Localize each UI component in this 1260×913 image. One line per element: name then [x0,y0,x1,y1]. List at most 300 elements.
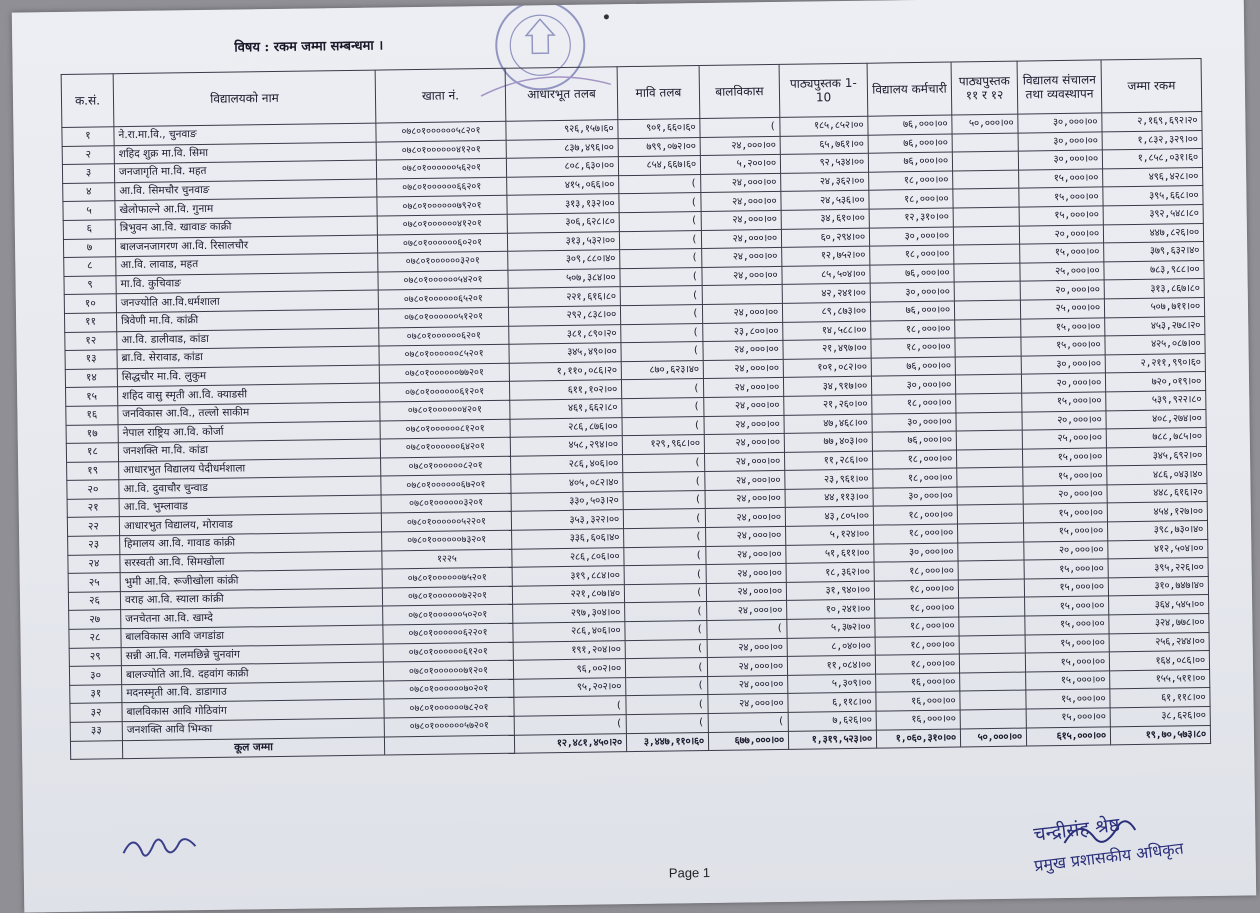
row-school-name: बालविकास आवि गोठिवांग [122,699,384,721]
header-account: खाता नं. [375,68,506,123]
row-school-name: त्रिवेणी मा.वि. कांक्री [116,309,378,331]
row-textbook: ३१,९४०।०० [786,581,874,601]
row-school-name: जनशक्ति आवि भिम्का [122,718,384,740]
row-secondary-salary: ( [626,713,708,733]
row-school-name: मा.वि. कुचिवाङ [116,272,378,294]
row-textbook-11-12 [959,597,1025,617]
school-fund-table [61,58,1211,760]
row-secondary-salary: ( [619,174,701,194]
row-management: १५,०००।०० [1021,317,1105,337]
row-child-dev: २४,०००।०० [706,564,786,584]
row-basic-salary: ४५८,२९४।०० [510,436,622,456]
row-management: २०,०००।०० [1021,373,1105,393]
row-account-no: ०७८०१००००००६१२०१ [383,642,513,662]
row-staff: १८,०००।०० [875,636,959,656]
row-basic-salary: १९१,२०४।०० [513,640,625,660]
row-textbook: ८९,८७३।०० [782,302,870,322]
row-management: १५,०००।०० [1025,615,1109,635]
row-school-name: खेलोफाल्ने आ.वि. गुनाम [115,197,377,219]
row-account-no: ०७८०१००००००६२०१ [379,326,509,346]
row-total-amount: ३८,६२६।०० [1110,706,1210,726]
row-sn: ६ [63,220,115,239]
row-basic-salary: ३१३,५३२।०० [507,231,619,251]
row-total-amount: ३१३,८६७।८० [1104,279,1204,299]
row-staff: १८,०००।०० [870,245,954,265]
row-account-no: ०७८०१००००००५२२०१ [381,512,511,532]
row-secondary-salary: ( [621,323,703,343]
row-secondary-salary: ( [622,416,704,436]
row-school-name: वराह आ.वि. स्याला कांक्री [120,588,382,610]
row-staff: १८,०००।०० [875,654,959,674]
row-sn: ११ [64,313,116,332]
row-textbook-11-12 [958,542,1024,562]
row-school-name: सन्नी आ.वि. गलमछिन्ने चुनवांग [121,644,383,666]
row-management: १५,०००।०० [1022,448,1106,468]
row-textbook-11-12 [960,672,1026,692]
row-textbook: २४,३६२।०० [781,172,869,192]
row-account-no: ०७८०१००००००७८२०१ [384,698,514,718]
row-management: २०,०००।०० [1023,485,1107,505]
row-textbook: ५,१२४।०० [786,525,874,545]
row-total-amount: २५६,२४४।०० [1109,632,1209,652]
row-staff: ७६,०००।०० [868,115,952,135]
row-school-name: आ.वि. दुवाचौर चुन्वाड [119,476,381,498]
row-management: १५,०००।०० [1025,652,1109,672]
row-staff: ३०,०००।०० [871,375,955,395]
row-textbook-11-12 [960,709,1026,729]
row-total-amount: ४९६,४२८।०० [1103,167,1203,187]
row-secondary-salary: ( [623,472,705,492]
row-staff: १८,०००।०० [871,320,955,340]
row-staff: १८,०००।०० [874,561,958,581]
row-sn: ८ [64,257,116,276]
row-total-amount: ४४८,६१६।२० [1107,483,1207,503]
row-textbook: ३४,९१७।०० [783,376,871,396]
row-account-no: ०७८०१००००००८२०१ [381,456,511,476]
row-textbook-11-12 [956,430,1022,450]
row-basic-salary: ५०७,३८४।०० [508,268,620,288]
row-account-no: ०७८०१००००००५८२०१ [376,121,506,141]
row-account-no: ०७८०१००००००६०२०१ [377,233,507,253]
row-school-name: नेपाल राष्ट्रिय आ.वि. कोर्जा [118,421,380,443]
row-textbook-11-12 [959,635,1025,655]
row-child-dev [702,285,782,305]
row-textbook: १८५,८५२।०० [780,116,868,136]
row-school-name: शहिद वासु स्मृती आ.वि. क्याडसी [118,383,380,405]
row-staff: १६,०००।०० [876,673,960,693]
row-sn: २५ [68,573,120,592]
row-account-no: ०७८०१००००००४१२०१ [376,140,506,160]
row-total-amount: ७८३,९८८।०० [1104,260,1204,280]
row-child-dev: ( [708,712,788,732]
row-account-no: ०७८०१००००००५१२०१ [378,307,508,327]
row-child-dev: २३,८००।०० [703,322,783,342]
row-textbook: ४७,४६८।०० [784,414,872,434]
row-staff: १८,०००।०० [869,189,953,209]
row-child-dev: २४,०००।०० [701,192,781,212]
row-staff: १८,०००।०० [872,450,956,470]
row-sn: २८ [69,629,121,648]
header-basic-salary: आधारभूत तलब [505,67,618,122]
row-staff: ३०,०००।०० [874,543,958,563]
row-textbook: २१,४९७।०० [783,339,871,359]
row-textbook-11-12 [954,300,1020,320]
row-secondary-salary: ( [620,304,702,324]
row-textbook: ११,०८४।०० [787,655,875,675]
row-staff: १८,०००।०० [875,598,959,618]
row-basic-salary: २८६,८०६।०० [512,547,624,567]
row-basic-salary: २२१,८०७।४० [512,584,624,604]
row-account-no: ०७८०१००००००६४२०१ [380,437,510,457]
row-secondary-salary: ( [619,212,701,232]
row-total-amount: २,१६९,६९२।२० [1102,112,1202,132]
row-management: १५,०००।०० [1025,634,1109,654]
row-account-no: ०७८०१००००००४१२०१ [377,214,507,234]
total-basic-salary: १२,४८१,४५०।२० [514,733,626,753]
row-textbook: ८५,५०४।०० [782,265,870,285]
row-sn: २३ [68,536,120,555]
signatory-title: प्रमुख प्रशासकीय अधिकृत [1033,838,1185,876]
row-basic-salary: ४१५,०६६।०० [507,175,619,195]
header-staff: विद्यालय कर्मचारी [867,62,952,116]
row-textbook-11-12 [956,449,1022,469]
row-child-dev: २४,०००।०० [707,601,787,621]
row-child-dev: २४,०००।०० [701,210,781,230]
row-management: २५,०००।०० [1020,299,1104,319]
row-school-name: आ.वि. लावाड, महत [116,253,378,275]
row-child-dev: २४,०००।०० [706,545,786,565]
total-sn [70,740,122,759]
row-school-name: ब्रा.वि. सेरावाड, कांडा [117,346,379,368]
row-total-amount: ७८८,७८५।०० [1106,428,1206,448]
row-secondary-salary: ( [622,397,704,417]
row-sn: १४ [65,368,117,387]
row-total-amount: १,८३२,३२९।०० [1102,130,1202,150]
row-school-name: जनजागृति मा.वि. महत [114,160,376,182]
row-basic-salary: ३८१,८९०।२० [509,324,621,344]
row-textbook-11-12 [957,467,1023,487]
row-child-dev: २४,०००।०० [704,396,784,416]
header-management: विद्यालय संचालन तथा व्यवस्थापन [1017,60,1102,114]
row-textbook: ८,०४०।०० [787,637,875,657]
row-management: २०,०००।०० [1020,280,1104,300]
row-secondary-salary: ( [625,602,707,622]
total-management: ६१५,०००।०० [1026,726,1110,746]
row-total-amount: १,८५८,०३१।६० [1102,149,1202,169]
row-management: १५,०००।०० [1019,187,1103,207]
row-basic-salary: ( [514,696,626,716]
row-basic-salary: ३१३,१३२।०० [507,194,619,214]
table-body [62,112,1210,741]
row-staff: १८,०००।०० [871,338,955,358]
row-account-no: ०७८०१००००००५४२०१ [378,270,508,290]
row-management: ३०,०००।०० [1018,150,1102,170]
row-management: ३०,०००।०० [1018,113,1102,133]
row-child-dev: २४,०००।०० [706,526,786,546]
row-staff: ३०,०००।०० [873,487,957,507]
row-account-no: ०७८०१००००००६५२०१ [378,289,508,309]
row-textbook-11-12 [954,281,1020,301]
row-textbook-11-12 [955,374,1021,394]
row-textbook-11-12 [954,244,1020,264]
row-textbook-11-12 [955,356,1021,376]
row-school-name: मदनस्मृती आ.वि. डाडागाउ [122,681,384,703]
header-sn: क.सं. [61,74,114,128]
row-textbook: ३४,६१०।०० [781,209,869,229]
row-child-dev: २४,०००।०० [707,638,787,658]
row-total-amount: ३९५,६६८।०० [1103,186,1203,206]
row-secondary-salary: ( [620,286,702,306]
row-basic-salary: ३४५,४९०।०० [509,343,621,363]
row-school-name: हिमालय आ.वि. गावाड कांक्री [120,532,382,554]
row-school-name: आधारभुत विद्यालय पेदीधर्मशाला [119,458,381,480]
row-sn: २६ [68,592,120,611]
row-sn: २२ [67,517,119,536]
header-textbook: पाठ्यपुस्तक 1-10 [779,63,868,117]
row-basic-salary: ८३७,४९६।०० [506,138,618,158]
row-textbook-11-12 [955,337,1021,357]
total-account [384,735,514,755]
row-textbook: ६५,७६१।०० [780,135,868,155]
row-secondary-salary: ७९९,०७२।०० [618,137,700,157]
row-staff: १६,०००।०० [876,691,960,711]
row-staff: १८,०००।०० [875,617,959,637]
row-sn: ३१ [70,684,122,703]
row-textbook: १२,७५२।०० [782,246,870,266]
row-textbook: ५,३७२।०० [787,618,875,638]
row-staff: १८,०००।०० [874,524,958,544]
letter-subject: विषय : रकम जम्मा सम्बन्धमा । [234,38,384,56]
row-sn: १९ [67,461,119,480]
row-total-amount: ५३९,९२२।८० [1106,390,1206,410]
row-account-no: ०७८०१००००००८१२०१ [380,419,510,439]
row-sn: २१ [67,499,119,518]
row-total-amount: ४५३,२७८।२० [1105,316,1205,336]
total-amount: १९,७०,५७३।८० [1110,725,1210,745]
header-school: विद्यालयको नाम [113,70,376,127]
row-secondary-salary: ( [626,695,708,715]
row-account-no: ०७८०१००००००८५२०१ [379,344,509,364]
row-child-dev: २४,०००।०० [708,694,788,714]
row-textbook-11-12 [957,486,1023,506]
row-secondary-salary: ( [620,267,702,287]
row-secondary-salary: ( [625,621,707,641]
row-textbook-11-12 [953,188,1019,208]
row-staff: १८,०००।०० [873,505,957,525]
row-total-amount: ३६४,५४५।०० [1109,595,1209,615]
row-account-no: ०७८०१००००००७१२०१ [383,660,513,680]
row-staff: १२,३१०।०० [869,208,953,228]
row-basic-salary: ४०५,०८२।४० [511,473,623,493]
row-basic-salary: ३१९,८८४।०० [512,566,624,586]
row-account-no: ०७८०१००००००३२०१ [381,493,511,513]
row-management: २०,०००।०० [1019,224,1103,244]
row-management: ३०,०००।०० [1018,132,1102,152]
row-secondary-salary: ( [620,249,702,269]
row-secondary-salary: ( [621,379,703,399]
row-secondary-salary: ( [625,639,707,659]
row-textbook: ७,६२६।०० [788,711,876,731]
row-school-name: सिद्धचौर मा.वि. लुकुम [117,365,379,387]
row-secondary-salary: ( [624,546,706,566]
row-sn: ३२ [70,703,122,722]
row-child-dev: २४,०००।०० [706,582,786,602]
row-management: १५,०००।०० [1024,522,1108,542]
row-textbook-11-12: ५०,०००।०० [952,114,1018,134]
row-child-dev: २४,०००।०० [703,378,783,398]
row-textbook-11-12 [958,579,1024,599]
row-basic-salary: ३३०,५०३।२० [511,492,623,512]
row-sn: ३३ [70,722,122,741]
row-child-dev: २४,०००।०० [703,359,783,379]
row-total-amount: ३९५,२२६।०० [1108,558,1208,578]
row-secondary-salary: ९०१,६६०।६० [618,119,700,139]
row-textbook: ५,३०९।०० [788,674,876,694]
row-secondary-salary: ( [619,230,701,250]
row-textbook-11-12 [954,263,1020,283]
row-sn: १३ [65,350,117,369]
row-school-name: आ.वि. भुम्लावाड [119,495,381,517]
row-child-dev: २४,०००।०० [702,248,782,268]
row-total-amount: ३१०,७४७।४० [1108,576,1208,596]
row-sn: २७ [69,610,121,629]
row-staff: ७६,०००।०० [868,152,952,172]
row-management: २५,०००।०० [1022,429,1106,449]
row-sn: ७ [63,238,115,257]
row-staff: ७६,०००।०० [871,357,955,377]
row-account-no: ०७८०१००००००३२०१ [378,251,508,271]
row-secondary-salary: ( [626,676,708,696]
row-staff: १८,०००।०० [874,580,958,600]
row-textbook: ९२,५३४।०० [780,153,868,173]
row-child-dev: २४,०००।०० [700,136,780,156]
row-school-name: भुमी आ.वि. रूजीखोला कांक्री [120,569,382,591]
row-total-amount: ३९८,७३०।४० [1107,521,1207,541]
row-textbook: ११,२८६।०० [784,451,872,471]
row-total-amount: ५०७,७११।०० [1104,297,1204,317]
header-textbook-11-12: पाठ्यपुस्तक ११ र १२ [951,61,1018,115]
row-textbook-11-12 [960,690,1026,710]
row-account-no: ०७८०१००००००४२०१ [380,400,510,420]
row-account-no: ०७८०१००००००६१२०१ [379,382,509,402]
row-basic-salary: ( [514,715,626,735]
row-child-dev: २४,०००।०० [705,489,785,509]
row-textbook-11-12 [958,523,1024,543]
row-sn: २४ [68,554,120,573]
row-child-dev: २४,०००।०० [703,341,783,361]
row-staff: ३०,०००।०० [869,227,953,247]
row-basic-salary: ६११,१०२।०० [509,380,621,400]
row-management: २०,०००।०० [1022,410,1106,430]
row-sn: १८ [66,443,118,462]
row-sn: १५ [66,387,118,406]
row-basic-salary: ९६,००२।०० [513,659,625,679]
row-sn: २९ [69,647,121,666]
row-textbook-11-12 [955,319,1021,339]
row-secondary-salary: ( [623,509,705,529]
row-management: १५,०००।०० [1019,206,1103,226]
row-total-amount: ३९२,५४८।८० [1103,204,1203,224]
row-secondary-salary: ८५४,६६७।६० [618,156,700,176]
row-management: १५,०००।०० [1025,596,1109,616]
row-textbook: २१,२६०।०० [784,395,872,415]
row-school-name: आधारभुत विद्यालय, मोरावाड [119,514,381,536]
row-management: १५,०००।०० [1026,708,1110,728]
row-account-no: ०७८०१००००००५६२०१ [376,158,506,178]
row-textbook: १०१,०८२।०० [783,358,871,378]
row-secondary-salary: ( [624,583,706,603]
header-secondary-salary: मावि तलब [617,66,700,120]
row-total-amount: १५५,५११।०० [1110,669,1210,689]
row-child-dev: २४,०००।०० [704,415,784,435]
row-school-name: सरस्वती आ.वि. सिमखोला [120,551,382,573]
row-staff: ३०,०००।०० [872,413,956,433]
total-textbook-11-12: ५०,०००।०० [960,728,1026,748]
row-textbook-11-12 [958,560,1024,580]
row-textbook: १८,३६२।०० [786,562,874,582]
row-basic-salary: २८६,८७६।०० [510,417,622,437]
row-total-amount: ४८६,०४३।४० [1107,465,1207,485]
row-secondary-salary: ८७०,६२३।४० [621,360,703,380]
row-total-amount: ७२०,०१९।०० [1105,372,1205,392]
row-management: २०,०००।०० [1024,541,1108,561]
row-account-no: ०७८०१००००००५७२०१ [384,716,514,736]
row-basic-salary: २२१,६१६।८० [508,287,620,307]
row-basic-salary: २८६,४०६।०० [513,622,625,642]
row-total-amount: १६४,०८६।०० [1109,651,1209,671]
row-account-no: १२२५ [382,549,512,569]
row-textbook-11-12 [953,170,1019,190]
row-management: १५,०००।०० [1023,466,1107,486]
total-child-dev: ६७७,०००।०० [708,731,788,751]
header-child-dev: बालविकास [699,64,780,118]
row-staff: ३०,०००।०० [870,282,954,302]
row-sn: १६ [66,406,118,425]
row-basic-salary: ३३६,६०६।४० [512,529,624,549]
row-school-name: जनचेतना आ.वि. खाम्दे [121,606,383,628]
row-total-amount: ४२५,०८७।०० [1105,335,1205,355]
row-school-name: जनज्योति आ.वि.धर्मशाला [116,290,378,312]
row-sn: ५ [63,201,115,220]
row-sn: २० [67,480,119,499]
row-textbook: ४२,२४१।०० [782,284,870,304]
row-secondary-salary: ( [624,565,706,585]
row-account-no: ०७८०१००००००७२२०१ [382,586,512,606]
row-staff: ७६,०००।०० [868,134,952,154]
row-staff: ७६,०००।०० [870,264,954,284]
row-total-amount: ४५४,१२७।०० [1107,502,1207,522]
row-textbook-11-12 [952,151,1018,171]
row-management: ३०,०००।०० [1021,355,1105,375]
handwritten-initials-signature [115,822,206,873]
row-basic-salary: ४६१,६६२।८० [510,399,622,419]
row-account-no: ०७८०१००००००७५२०१ [382,567,512,587]
row-basic-salary: ३०९,८८०।४० [508,250,620,270]
row-staff: १८,०००।०० [872,394,956,414]
row-management: १५,०००।०० [1022,392,1106,412]
row-staff: १८,०००।०० [873,468,957,488]
row-sn: ९ [64,275,116,294]
row-secondary-salary: ( [623,453,705,473]
row-child-dev: २४,०००।०० [701,229,781,249]
row-sn: १२ [65,331,117,350]
row-school-name: आ.वि. सिमचौर चुनवाङ [115,179,377,201]
total-label: कूल जम्मा [122,737,384,759]
row-basic-salary: ८०८,६३०।०० [506,157,618,177]
row-basic-salary: १,११०,०८६।२० [509,361,621,381]
row-child-dev: ५,२००।०० [700,155,780,175]
row-textbook: २४,५३६।०० [781,191,869,211]
